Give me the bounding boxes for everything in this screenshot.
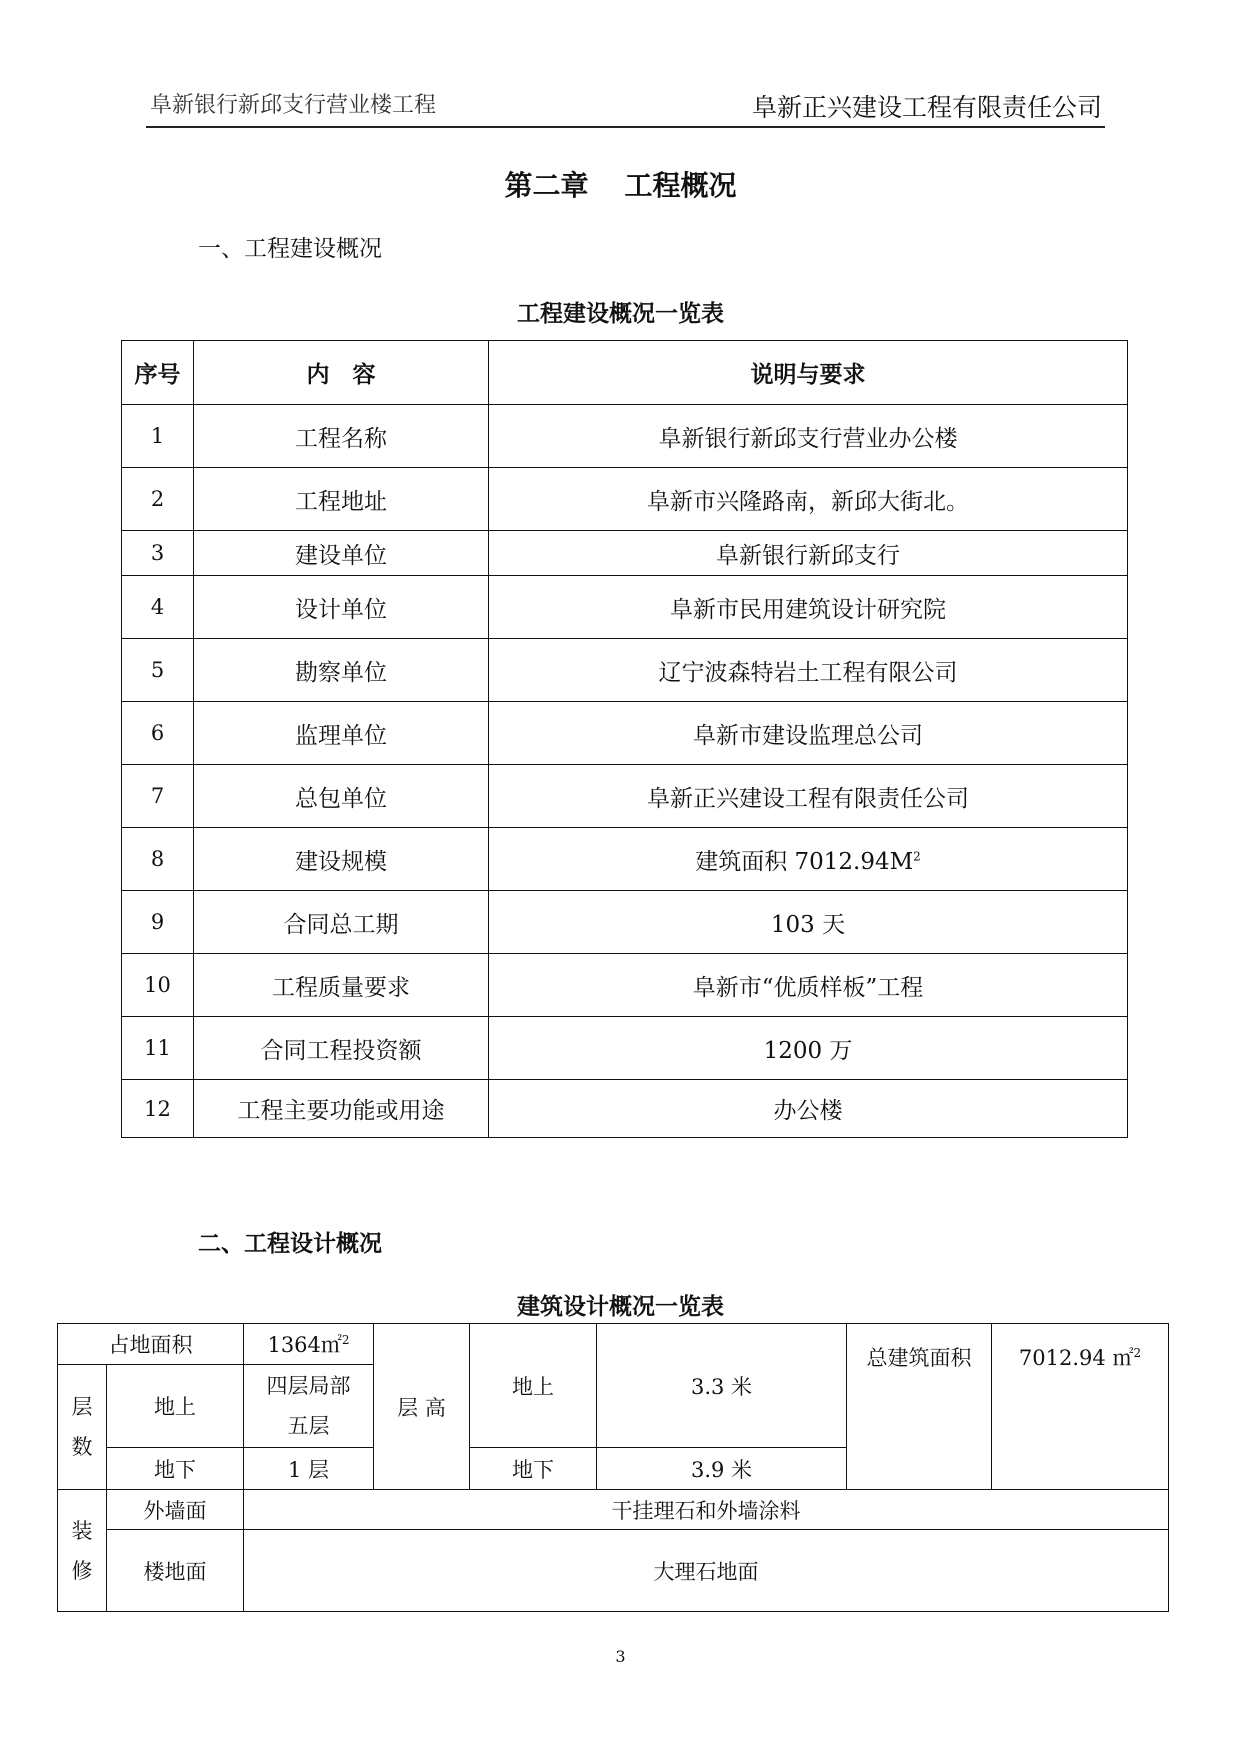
site-area-value: 1364㎡$^2$ <box>244 1324 374 1365</box>
height-above-label: 地上 <box>470 1324 597 1448</box>
above-ground-label: 地上 <box>107 1365 244 1448</box>
row-item: 工程名称 <box>194 405 489 468</box>
row-description: 辽宁波森特岩土工程有限公司 <box>489 639 1128 702</box>
table-row <box>122 468 1128 531</box>
row-index: 11 <box>122 1017 194 1080</box>
architectural-design-table <box>57 1323 1169 1612</box>
column-header-description: 说明与要求 <box>489 341 1128 405</box>
row-index: 12 <box>122 1080 194 1138</box>
table-row <box>122 702 1128 765</box>
above-ground-floors: 四层局部 五层 <box>244 1365 374 1448</box>
row-description: 阜新市“优质样板”工程 <box>489 954 1128 1017</box>
row-item: 监理单位 <box>194 702 489 765</box>
area-unit-superscript: 2 <box>913 848 921 863</box>
chapter-name: 工程概况 <box>624 169 737 202</box>
section-heading-design: 二、工程设计概况 <box>198 1230 382 1257</box>
row-index: 10 <box>122 954 194 1017</box>
page-number: 3 <box>615 1647 626 1666</box>
table-caption-construction: 工程建设概况一览表 <box>517 300 724 327</box>
table-row <box>122 1080 1128 1138</box>
exterior-wall-label: 外墙面 <box>107 1490 244 1530</box>
row-index: 5 <box>122 639 194 702</box>
row-index: 7 <box>122 765 194 828</box>
column-header-item: 内 容 <box>194 341 489 405</box>
floors-label: 层 数 <box>58 1365 107 1490</box>
table-row <box>122 828 1128 891</box>
floor-surface-label: 楼地面 <box>107 1530 244 1612</box>
row-item: 合同工程投资额 <box>194 1017 489 1080</box>
table-caption-design: 建筑设计概况一览表 <box>517 1293 724 1320</box>
table-row <box>122 576 1128 639</box>
header-rule <box>146 126 1105 128</box>
table-row <box>122 954 1128 1017</box>
row-index: 2 <box>122 468 194 531</box>
chapter-number: 第二章 <box>504 169 589 202</box>
row-index: 4 <box>122 576 194 639</box>
table-row <box>122 639 1128 702</box>
table-row <box>122 531 1128 576</box>
height-below-label: 地下 <box>470 1448 597 1490</box>
row-item: 工程主要功能或用途 <box>194 1080 489 1138</box>
row-description: 阜新银行新邱支行营业办公楼 <box>489 405 1128 468</box>
table-row <box>122 891 1128 954</box>
table-row <box>122 405 1128 468</box>
below-ground-label: 地下 <box>107 1448 244 1490</box>
row-description: 1200 万 <box>489 1017 1128 1080</box>
section-heading-construction: 一、工程建设概况 <box>198 236 382 262</box>
row-item: 设计单位 <box>194 576 489 639</box>
row-description: 建筑面积 $7012.94M^2$ <box>489 828 1128 891</box>
row-item: 工程质量要求 <box>194 954 489 1017</box>
row-index: 3 <box>122 531 194 576</box>
row-description: 阜新正兴建设工程有限责任公司 <box>489 765 1128 828</box>
table-row <box>122 1017 1128 1080</box>
row-description: 阜新市兴隆路南，新邱大街北。 <box>489 468 1128 531</box>
row-item: 勘察单位 <box>194 639 489 702</box>
header-company-name: 阜新正兴建设工程有限责任公司 <box>752 93 1103 122</box>
row-item: 工程地址 <box>194 468 489 531</box>
row-item: 建设规模 <box>194 828 489 891</box>
row-description: 阜新市建设监理总公司 <box>489 702 1128 765</box>
floor-height-label: 层 高 <box>374 1324 470 1490</box>
decoration-label: 装 修 <box>58 1490 107 1612</box>
row-index: 9 <box>122 891 194 954</box>
height-below-value: 3.9 米 <box>597 1448 847 1490</box>
column-header-index: 序号 <box>122 341 194 405</box>
table-row <box>122 765 1128 828</box>
exterior-wall-value: 干挂理石和外墙涂料 <box>244 1490 1169 1530</box>
floor-surface-value: 大理石地面 <box>244 1530 1169 1612</box>
row-index: 6 <box>122 702 194 765</box>
height-above-value: 3.3 米 <box>597 1324 847 1448</box>
row-description: 办公楼 <box>489 1080 1128 1138</box>
below-ground-floors: 1 层 <box>244 1448 374 1490</box>
table-header-row <box>122 341 1128 405</box>
row-description: 103 天 <box>489 891 1128 954</box>
total-area-label: 总建筑面积 <box>847 1324 992 1490</box>
row-description: 阜新银行新邱支行 <box>489 531 1128 576</box>
row-item: 建设单位 <box>194 531 489 576</box>
row-index: 1 <box>122 405 194 468</box>
row-index: 8 <box>122 828 194 891</box>
row-item: 总包单位 <box>194 765 489 828</box>
chapter-title <box>0 164 1241 204</box>
row-item: 合同总工期 <box>194 891 489 954</box>
total-area-value: 7012.94 ㎡$^2$ <box>992 1324 1169 1490</box>
row-description: 阜新市民用建筑设计研究院 <box>489 576 1128 639</box>
header-project-name: 阜新银行新邱支行营业楼工程 <box>150 93 437 118</box>
site-area-label: 占地面积 <box>58 1324 244 1365</box>
construction-overview-table <box>121 340 1128 1138</box>
